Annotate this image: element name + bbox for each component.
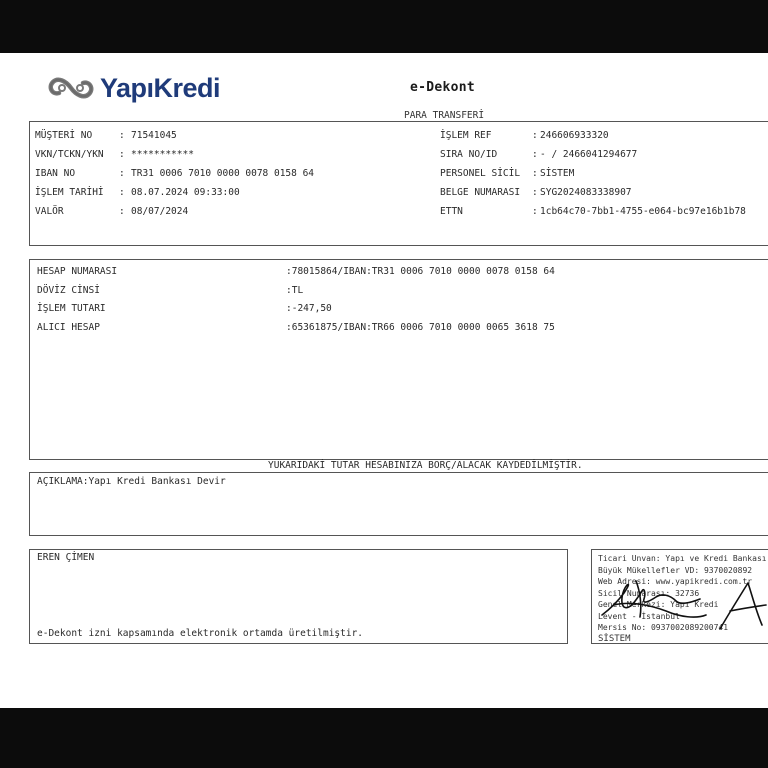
- debit-credit-notice: YUKARIDAKİ TUTAR HESABINIZA BORÇ/ALACAK KAYDEDİLMİŞTİR.: [268, 460, 583, 471]
- document-number-value: SYG2024083338907: [540, 187, 632, 198]
- tax-id-label: VKN/TCKN/YKN: [35, 149, 104, 160]
- sequence-number-label: SIRA NO/ID: [440, 149, 498, 160]
- recipient-account-label: ALICI HESAP: [37, 322, 100, 333]
- bank-info-line: Büyük Mükellefler VD: 9370020892: [598, 565, 753, 575]
- transaction-amount-label: İŞLEM TUTARI: [37, 303, 106, 314]
- bank-info-line: Levent - İstanbul: [598, 611, 680, 621]
- transaction-date-value: 08.07.2024 09:33:00: [131, 187, 240, 198]
- sequence-number-value: - / 2466041294677: [540, 149, 638, 160]
- bank-info-line: Web Adresi: www.yapikredi.com.tr: [598, 577, 753, 586]
- separator: :: [532, 168, 538, 179]
- transaction-details-box: [29, 259, 768, 460]
- bank-info-line: Ticari Unvan: Yapı ve Kredi Bankası: [598, 554, 767, 563]
- ettn-label: ETTN: [440, 206, 463, 217]
- yapikredi-logo: [44, 70, 220, 106]
- separator: :: [119, 206, 125, 217]
- customer-number-label: MÜŞTERİ NO: [35, 130, 93, 141]
- tax-id-value: ***********: [131, 149, 194, 160]
- value-date-value: 08/07/2024: [131, 206, 189, 217]
- transaction-ref-value: 246606933320: [540, 130, 609, 141]
- logo-text: YapıKredi: [100, 72, 221, 103]
- customer-name-box: [29, 549, 568, 644]
- bank-info-line: Genel Merkezi: Yapı Kredi: [598, 600, 719, 609]
- separator: :: [119, 168, 125, 179]
- account-number-label: HESAP NUMARASI: [37, 266, 118, 277]
- separator: :: [119, 130, 125, 141]
- separator: :: [532, 130, 538, 141]
- electronic-production-note: e-Dekont izni kapsamında elektronik ortamda üretilmiştir.: [37, 628, 364, 639]
- account-number-value: :78015864/IBAN:TR31 0006 7010 0000 0078 0158 64: [286, 266, 555, 277]
- customer-number-value: 71541045: [131, 130, 177, 141]
- separator: :: [119, 187, 125, 198]
- customer-info-box: [29, 121, 768, 246]
- bank-info-line: Sicil Numarası: 32736: [598, 588, 700, 598]
- transaction-amount-value: :-247,50: [286, 303, 332, 314]
- transaction-date-label: İŞLEM TARİHİ: [35, 187, 104, 198]
- currency-value: :TL: [286, 285, 304, 296]
- yapikredi-logo-icon: [44, 73, 98, 103]
- transaction-ref-label: İŞLEM REF: [440, 130, 492, 141]
- document-number-label: BELGE NUMARASI: [440, 187, 521, 198]
- document-title: e-Dekont: [410, 80, 476, 95]
- value-date-label: VALÖR: [35, 206, 64, 217]
- staff-registry-value: SİSTEM: [540, 168, 575, 179]
- e-dekont-page: [0, 53, 768, 708]
- description-text: AÇIKLAMA:Yapı Kredi Bankası Devir: [37, 476, 226, 487]
- bank-info-line: Mersis No: 0937002089200741: [598, 623, 729, 632]
- bottom-black-border: [0, 708, 768, 768]
- top-black-border: [0, 0, 768, 53]
- ettn-value: 1cb64c70-7bb1-4755-e064-bc97e16b1b78: [540, 206, 746, 217]
- document-subtitle: PARA TRANSFERİ: [404, 110, 485, 121]
- signer-name: SİSTEM: [598, 633, 631, 644]
- separator: :: [532, 149, 538, 160]
- customer-name: EREN ÇİMEN: [37, 552, 95, 563]
- description-box: [29, 472, 768, 536]
- iban-value: TR31 0006 7010 0000 0078 0158 64: [131, 168, 315, 179]
- separator: :: [119, 149, 125, 160]
- handwritten-signature: [600, 571, 768, 631]
- currency-label: DÖVİZ CİNSİ: [37, 285, 100, 296]
- separator: :: [532, 187, 538, 198]
- recipient-account-value: :65361875/IBAN:TR66 0006 7010 0000 0065 3618 75: [286, 322, 555, 333]
- staff-registry-label: PERSONEL SİCİL: [440, 168, 521, 179]
- iban-label: IBAN NO: [35, 168, 76, 179]
- separator: :: [532, 206, 538, 217]
